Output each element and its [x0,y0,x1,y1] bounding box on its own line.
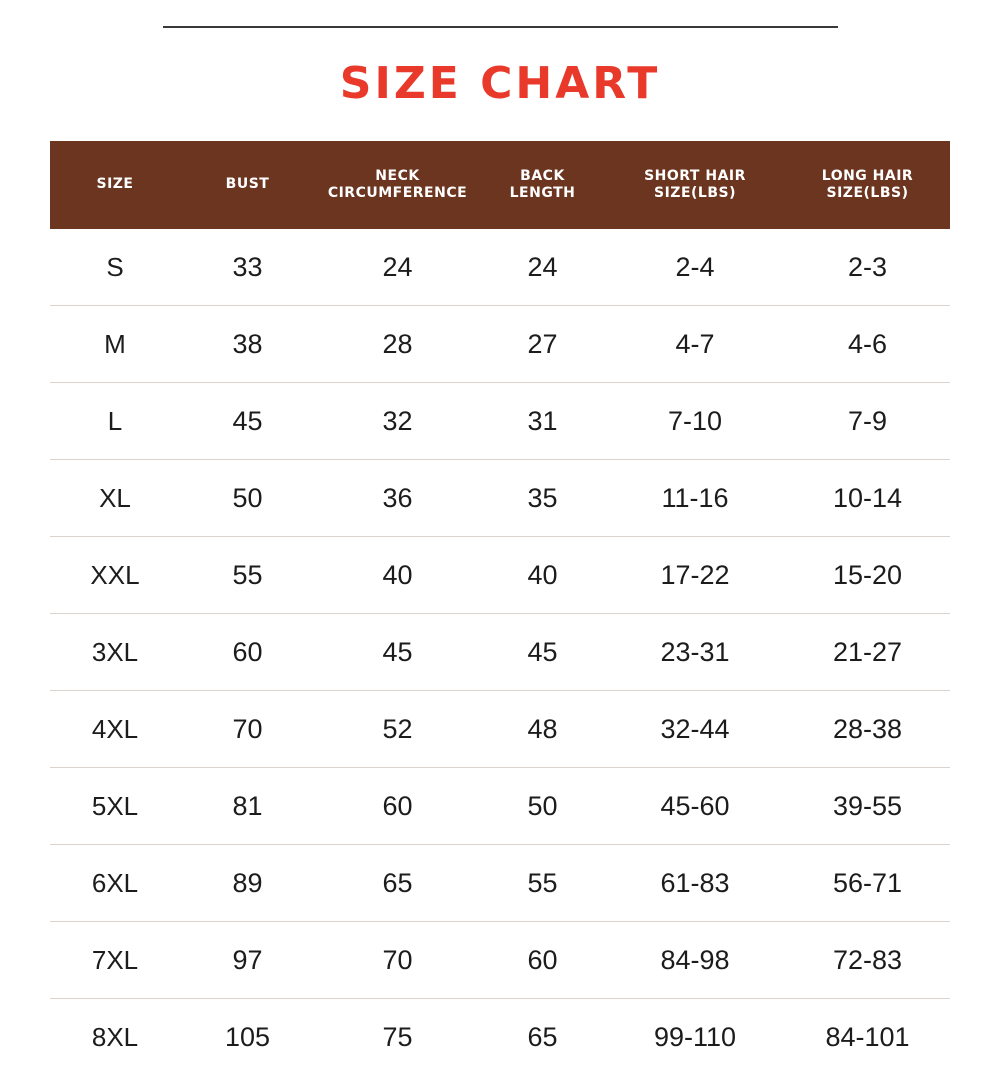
cell-bust: 50 [180,460,315,537]
size-chart-table-wrapper [50,141,950,1075]
cell-bust: 70 [180,691,315,768]
column-header-long-line2: SIZE(LBS) [789,185,946,203]
cell-bust: 60 [180,614,315,691]
cell-short-hair: 45-60 [605,768,785,845]
cell-size: XL [50,460,180,537]
cell-size: 5XL [50,768,180,845]
table-row [50,614,950,691]
cell-short-hair: 11-16 [605,460,785,537]
cell-bust: 38 [180,306,315,383]
cell-size: XXL [50,537,180,614]
cell-long-hair: 21-27 [785,614,950,691]
column-header-bust [180,141,315,229]
cell-size: 3XL [50,614,180,691]
column-header-back-line2: LENGTH [484,185,601,203]
cell-bust: 55 [180,537,315,614]
cell-neck: 65 [315,845,480,922]
column-header-back-line1: BACK [484,168,601,186]
cell-long-hair: 84-101 [785,999,950,1075]
cell-short-hair: 4-7 [605,306,785,383]
cell-long-hair: 39-55 [785,768,950,845]
cell-size: L [50,383,180,460]
cell-size: S [50,229,180,306]
column-header-size-line1: SIZE [54,176,176,194]
cell-long-hair: 15-20 [785,537,950,614]
cell-back: 55 [480,845,605,922]
cell-short-hair: 17-22 [605,537,785,614]
cell-short-hair: 84-98 [605,922,785,999]
cell-neck: 70 [315,922,480,999]
cell-size: 8XL [50,999,180,1075]
cell-long-hair: 56-71 [785,845,950,922]
table-header-row [50,141,950,229]
cell-long-hair: 10-14 [785,460,950,537]
cell-size: 7XL [50,922,180,999]
cell-long-hair: 7-9 [785,383,950,460]
cell-back: 35 [480,460,605,537]
cell-neck: 40 [315,537,480,614]
table-row [50,537,950,614]
table-row [50,845,950,922]
column-header-neck-circumference [315,141,480,229]
cell-neck: 24 [315,229,480,306]
cell-back: 48 [480,691,605,768]
cell-neck: 52 [315,691,480,768]
column-header-long-line1: LONG HAIR [789,168,946,186]
cell-size: 6XL [50,845,180,922]
cell-size: 4XL [50,691,180,768]
column-header-neck-line1: NECK [319,168,476,186]
cell-back: 65 [480,999,605,1075]
top-divider [163,26,838,28]
column-header-short-line2: SIZE(LBS) [609,185,781,203]
cell-long-hair: 4-6 [785,306,950,383]
size-chart-table [50,141,950,1075]
cell-back: 50 [480,768,605,845]
table-row [50,383,950,460]
cell-long-hair: 28-38 [785,691,950,768]
column-header-back-length [480,141,605,229]
column-header-long-hair-size [785,141,950,229]
cell-short-hair: 61-83 [605,845,785,922]
table-row [50,229,950,306]
cell-bust: 33 [180,229,315,306]
table-header [50,141,950,229]
cell-back: 60 [480,922,605,999]
cell-short-hair: 23-31 [605,614,785,691]
column-header-size [50,141,180,229]
table-row [50,306,950,383]
cell-bust: 97 [180,922,315,999]
cell-back: 31 [480,383,605,460]
cell-long-hair: 72-83 [785,922,950,999]
column-header-bust-line1: BUST [184,176,311,194]
table-body [50,229,950,1075]
page-title: SIZE CHART [0,58,1000,109]
cell-bust: 89 [180,845,315,922]
cell-bust: 81 [180,768,315,845]
cell-back: 24 [480,229,605,306]
cell-size: M [50,306,180,383]
cell-short-hair: 99-110 [605,999,785,1075]
cell-neck: 28 [315,306,480,383]
column-header-short-hair-size [605,141,785,229]
cell-neck: 60 [315,768,480,845]
cell-back: 45 [480,614,605,691]
column-header-neck-line2: CIRCUMFERENCE [319,185,476,203]
cell-neck: 36 [315,460,480,537]
table-row [50,768,950,845]
cell-neck: 75 [315,999,480,1075]
cell-bust: 105 [180,999,315,1075]
column-header-short-line1: SHORT HAIR [609,168,781,186]
table-row [50,460,950,537]
table-row [50,922,950,999]
table-row [50,691,950,768]
cell-short-hair: 32-44 [605,691,785,768]
cell-bust: 45 [180,383,315,460]
cell-neck: 45 [315,614,480,691]
cell-back: 40 [480,537,605,614]
cell-short-hair: 2-4 [605,229,785,306]
cell-long-hair: 2-3 [785,229,950,306]
cell-neck: 32 [315,383,480,460]
cell-short-hair: 7-10 [605,383,785,460]
cell-back: 27 [480,306,605,383]
table-row [50,999,950,1075]
